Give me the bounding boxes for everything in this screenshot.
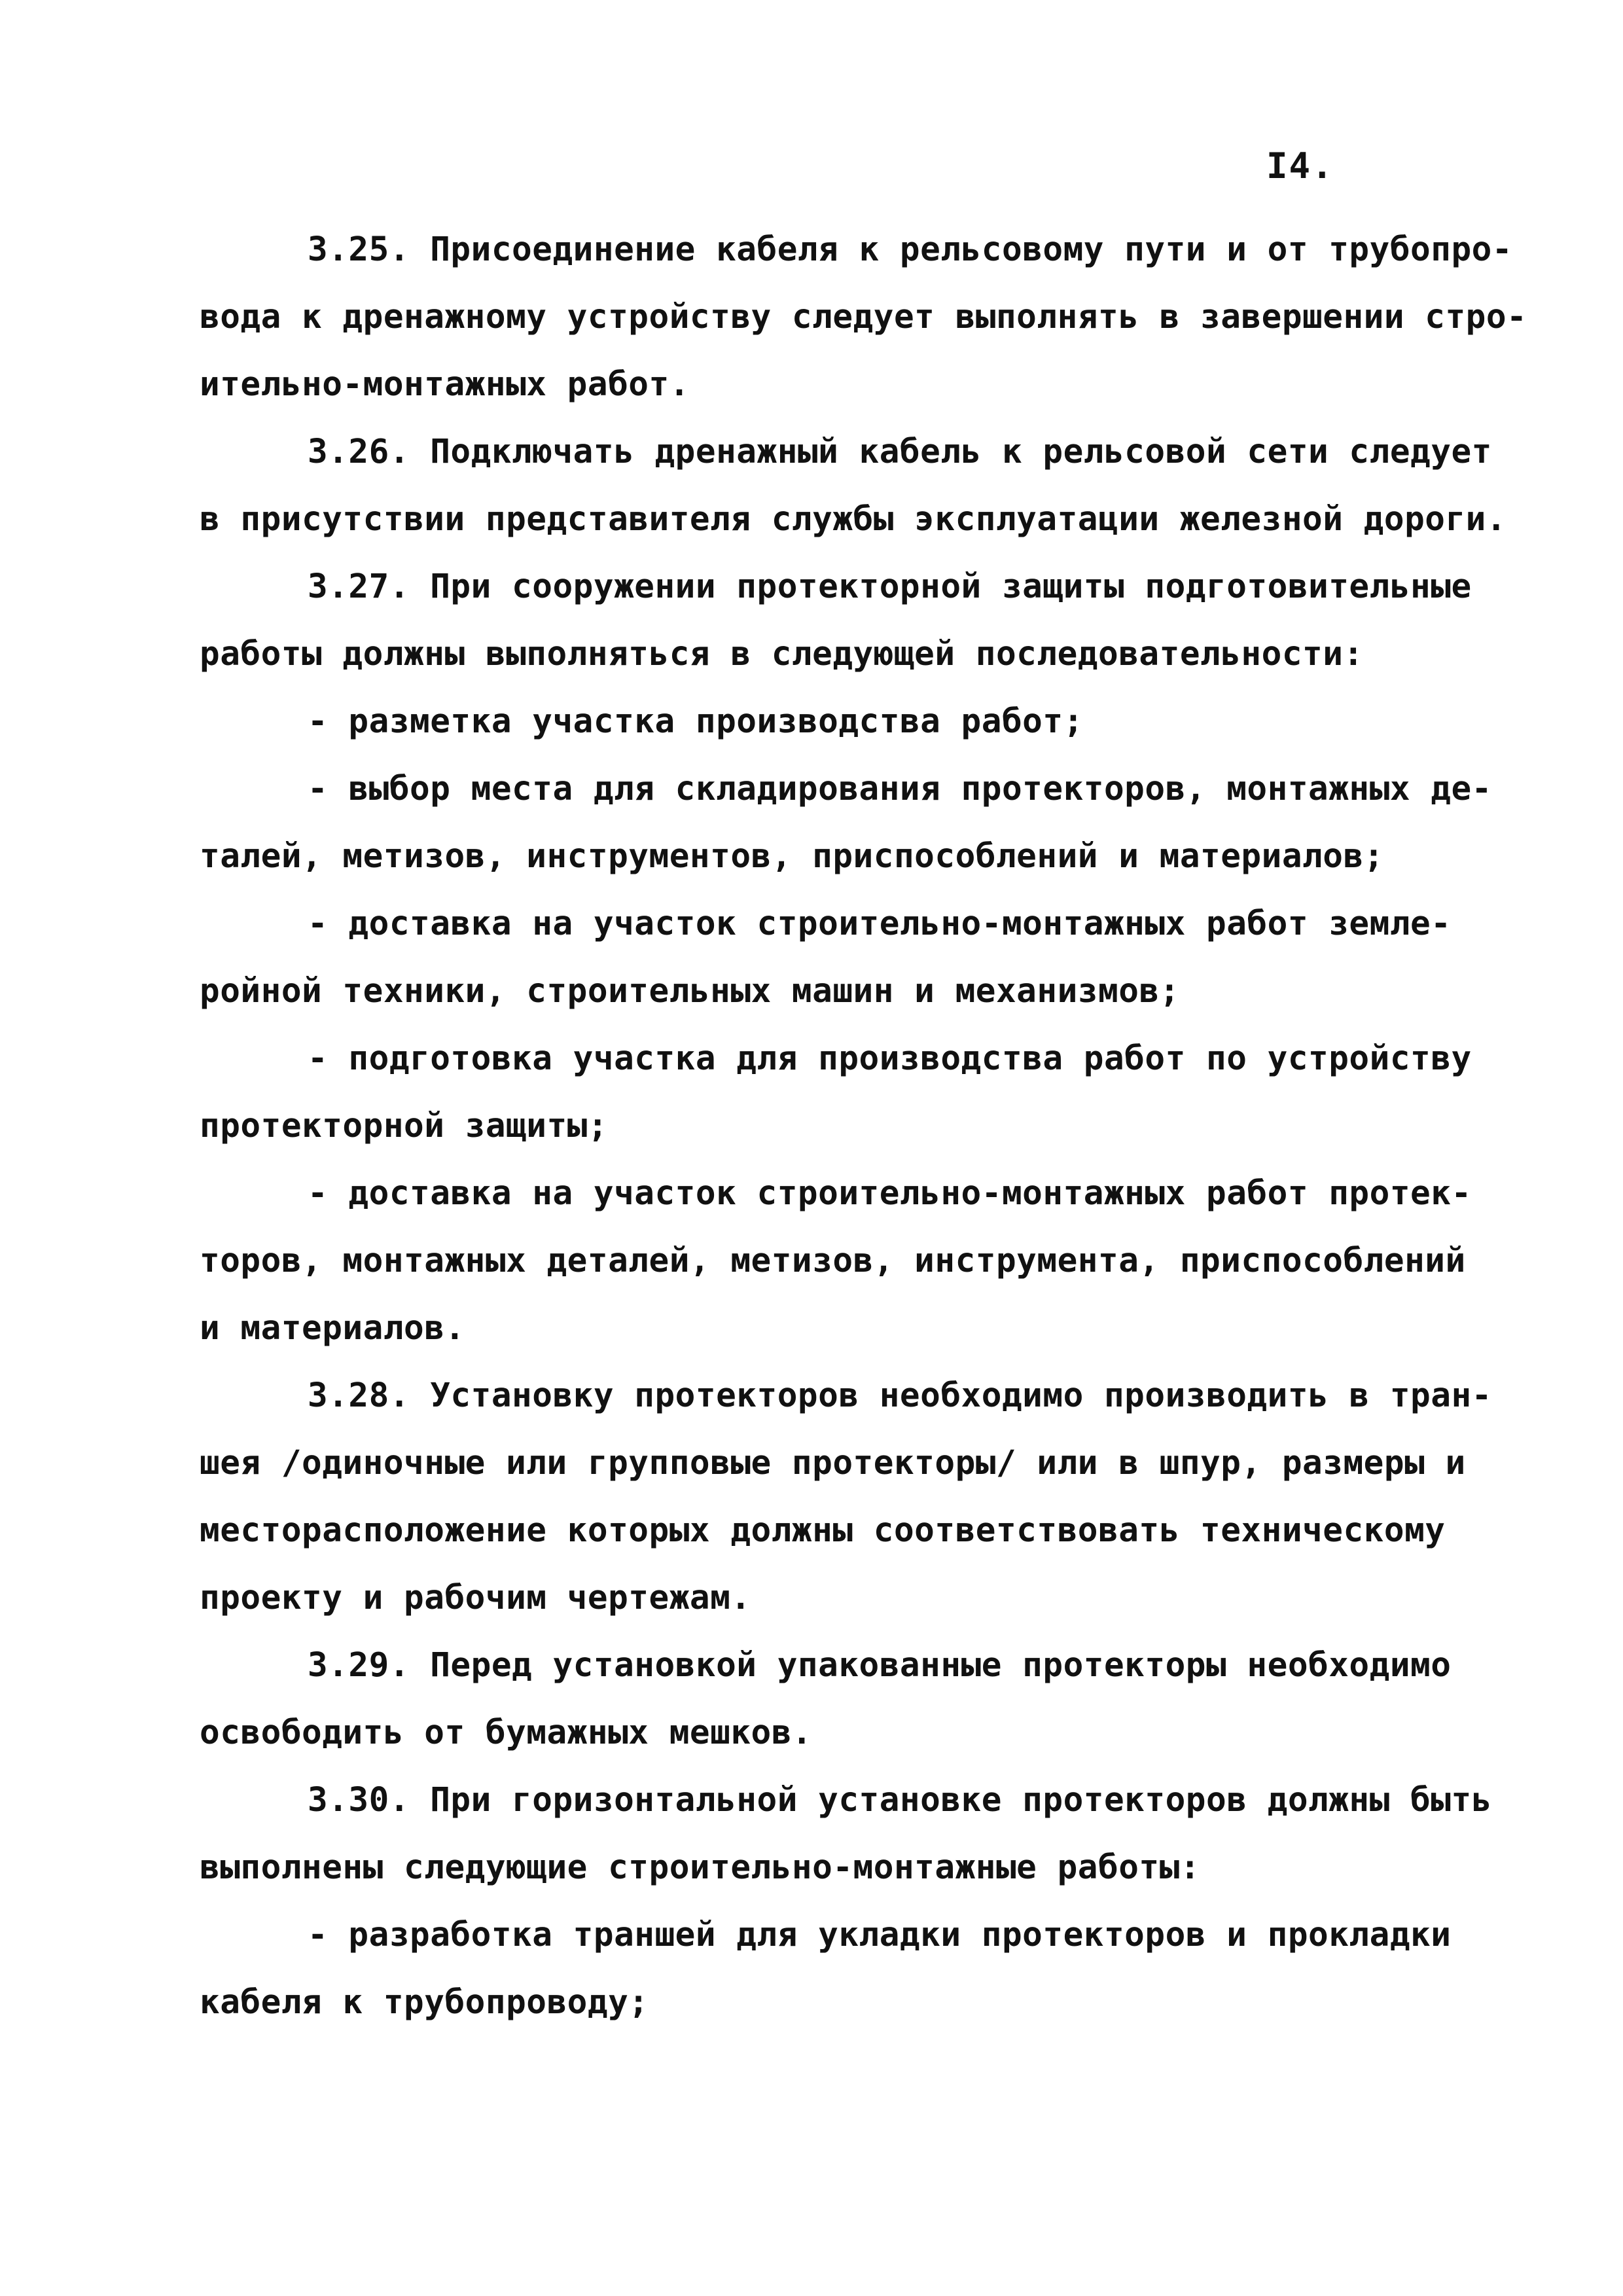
text-line: проекту и рабочим чертежам. <box>200 1579 751 1617</box>
text-line: - разработка траншей для укладки протекторов и прокладки <box>308 1916 1452 1954</box>
text-line: 3.30. При горизонтальной установке протекторов должны быть <box>308 1781 1492 1820</box>
text-line: - доставка на участок строительно-монтажных работ протек- <box>308 1174 1472 1213</box>
text-line: работы должны выполняться в следующей последовательности: <box>200 635 1364 673</box>
text-line: и материалов. <box>200 1309 465 1348</box>
text-line: ройной техники, строительных машин и механизмов; <box>200 972 1180 1011</box>
text-line: 3.28. Установку протекторов необходимо производить в тран- <box>308 1376 1492 1415</box>
text-line: талей, метизов, инструментов, приспособлений и материалов; <box>200 837 1384 876</box>
text-line: 3.26. Подключать дренажный кабель к рельсовой сети следует <box>308 433 1492 471</box>
text-line: освободить от бумажных мешков. <box>200 1713 813 1752</box>
text-line: протекторной защиты; <box>200 1107 609 1145</box>
text-line: в присутствии представителя службы эксплуатации железной дороги. <box>200 500 1507 539</box>
text-line: кабеля к трубопроводу; <box>200 1983 649 2022</box>
text-line: - разметка участка производства работ; <box>308 702 1084 741</box>
document-body <box>200 216 1527 2036</box>
text-line: месторасположение которых должны соответствовать техническому <box>200 1511 1446 1550</box>
page-number: I4. <box>1266 145 1334 187</box>
text-line: торов, монтажных деталей, метизов, инструмента, приспособлений <box>200 1242 1466 1280</box>
text-line: - выбор места для складирования протекторов, монтажных де- <box>308 770 1492 808</box>
text-line: - подготовка участка для производства работ по устройству <box>308 1039 1472 1078</box>
text-line: 3.29. Перед установкой упакованные протекторы необходимо <box>308 1646 1452 1685</box>
text-line: 3.25. Присоединение кабеля к рельсовому пути и от трубопро- <box>308 230 1513 269</box>
text-line: вода к дренажному устройству следует выполнять в завершении стро- <box>200 298 1527 336</box>
text-line: выполнены следующие строительно-монтажные работы: <box>200 1848 1201 1887</box>
text-line: 3.27. При сооружении протекторной защиты подготовительные <box>308 567 1472 606</box>
text-line: - доставка на участок строительно-монтажных работ земле- <box>308 905 1452 943</box>
text-line: ительно-монтажных работ. <box>200 365 690 404</box>
text-line: шея /одиночные или групповые протекторы/ или в шпур, размеры и <box>200 1444 1466 1482</box>
